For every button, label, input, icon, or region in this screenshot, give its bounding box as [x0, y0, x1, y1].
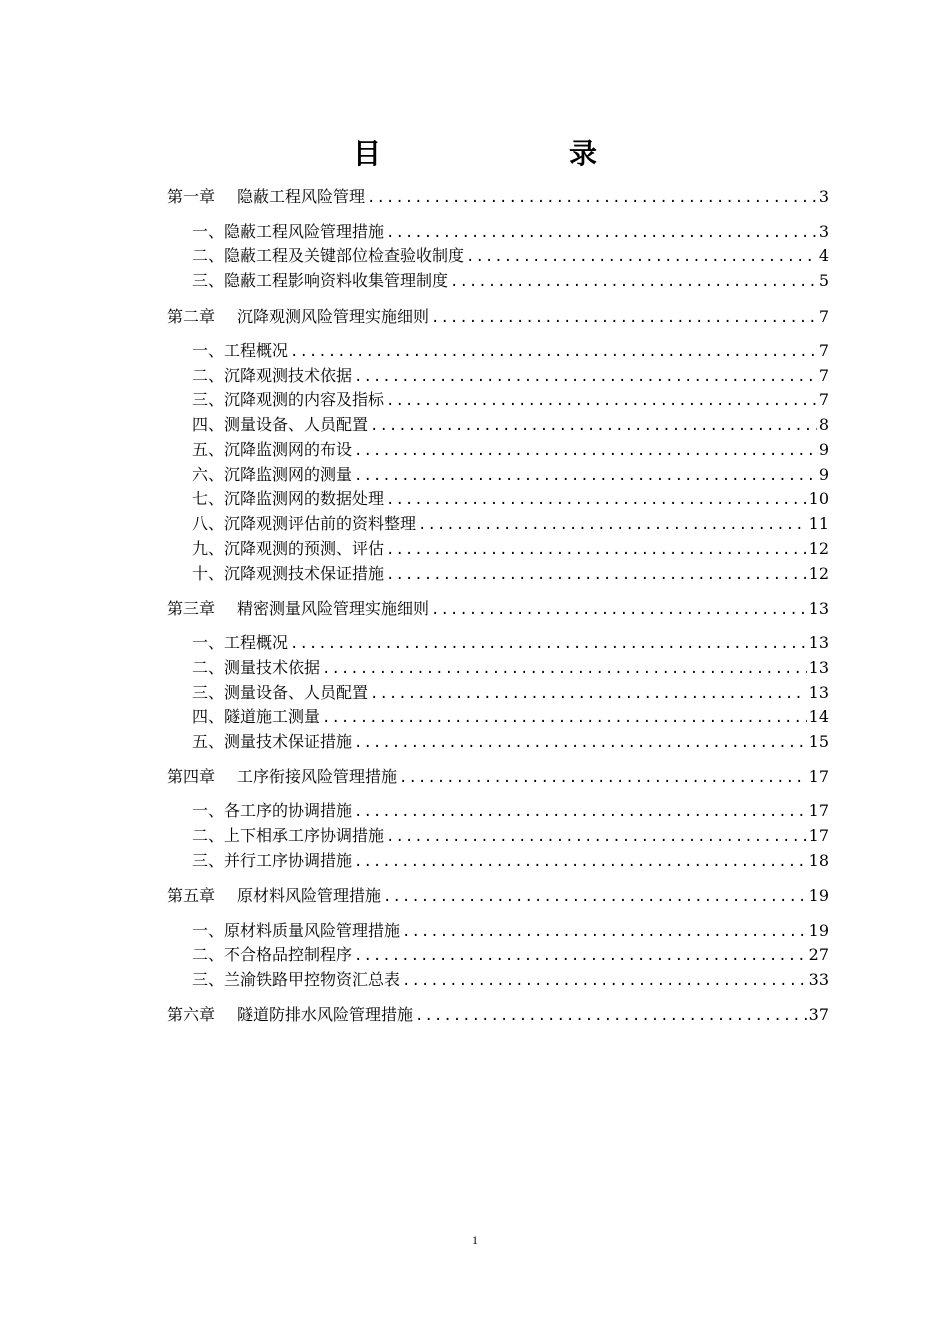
toc-page-number: 8	[818, 415, 829, 434]
toc-page-number: 4	[818, 246, 829, 265]
toc-dot-leader	[386, 222, 817, 244]
toc-dot-leader	[370, 683, 807, 705]
toc-dot-leader	[383, 886, 807, 908]
toc-entry-title: 一、各工序的协调措施	[192, 801, 353, 820]
toc-entry-title: 二、不合格品控制程序	[192, 945, 353, 964]
toc-chapter-entry[interactable]	[167, 186, 829, 208]
toc-title: 目 录	[352, 137, 641, 170]
toc-chapter-entry[interactable]	[167, 1004, 829, 1026]
toc-chapter-label: 第二章	[167, 307, 216, 326]
toc-entry-title: 四、测量设备、人员配置	[192, 415, 369, 434]
page-number: 1	[472, 1233, 478, 1247]
toc-entry-text-group	[192, 270, 448, 292]
toc-dot-leader	[386, 826, 807, 848]
toc-page-number: 13	[808, 599, 829, 618]
toc-chapter-entry[interactable]	[167, 885, 829, 907]
toc-dot-leader	[402, 970, 807, 992]
toc-page-number: 3	[818, 222, 829, 241]
toc-entry-title: 隐蔽工程风险管理	[237, 187, 366, 206]
toc-page-number: 12	[808, 564, 829, 583]
toc-section-entry[interactable]	[192, 920, 829, 942]
toc-section-entry[interactable]	[192, 464, 829, 486]
toc-section-entry[interactable]	[192, 944, 829, 966]
toc-entry-title: 工序衔接风险管理措施	[237, 767, 398, 786]
toc-dot-leader	[386, 489, 807, 511]
toc-dot-leader	[354, 440, 817, 462]
toc-page-number: 7	[818, 341, 829, 360]
toc-dot-leader	[418, 514, 807, 536]
toc-entry-title: 一、隐蔽工程风险管理措施	[192, 222, 385, 241]
toc-entry-text-group	[192, 245, 464, 267]
toc-entry-title: 沉降观测风险管理实施细则	[237, 307, 430, 326]
toc-section-entry[interactable]	[192, 340, 829, 362]
toc-entry-text-group	[167, 766, 397, 788]
toc-page-number: 13	[808, 683, 829, 702]
toc-dot-leader	[466, 246, 817, 268]
toc-section-entry[interactable]	[192, 270, 829, 292]
toc-entry-text-group	[192, 340, 288, 362]
toc-entry-text-group	[192, 221, 384, 243]
toc-chapter-entry[interactable]	[167, 306, 829, 328]
toc-dot-leader	[402, 921, 807, 943]
toc-entry-text-group	[192, 682, 368, 704]
toc-page-number: 5	[818, 271, 829, 290]
toc-chapter-label: 第六章	[167, 1005, 216, 1024]
toc-dot-leader	[322, 658, 807, 680]
toc-chapter-entry[interactable]	[167, 598, 829, 620]
toc-dot-leader	[354, 945, 807, 967]
toc-entry-text-group	[167, 598, 429, 620]
toc-dot-leader	[386, 564, 807, 586]
toc-section-entry[interactable]	[192, 850, 829, 872]
toc-entry-text-group	[192, 850, 352, 872]
toc-page-number: 9	[818, 465, 829, 484]
toc-entry-text-group	[192, 825, 384, 847]
toc-entry-text-group	[192, 488, 384, 510]
toc-page-number: 17	[808, 826, 829, 845]
toc-dot-leader	[290, 633, 807, 655]
toc-entry-title: 五、沉降监测网的布设	[192, 440, 353, 459]
toc-section-entry[interactable]	[192, 221, 829, 243]
toc-page-number: 27	[808, 945, 829, 964]
toc-section-entry[interactable]	[192, 706, 829, 728]
toc-chapter-label: 第三章	[167, 599, 216, 618]
toc-page-number: 33	[808, 970, 829, 989]
toc-section-entry[interactable]	[192, 682, 829, 704]
toc-entry-text-group	[167, 186, 365, 208]
toc-entry-title: 二、隐蔽工程及关键部位检查验收制度	[192, 246, 465, 265]
toc-entry-text-group	[192, 414, 368, 436]
toc-dot-leader	[386, 539, 807, 561]
toc-dot-leader	[354, 465, 817, 487]
toc-dot-leader	[367, 187, 817, 209]
toc-entry-text-group	[167, 1004, 413, 1026]
toc-entry-title: 隧道防排水风险管理措施	[237, 1005, 414, 1024]
toc-dot-leader	[431, 307, 817, 329]
toc-dot-leader	[354, 366, 817, 388]
toc-page-number: 7	[818, 390, 829, 409]
toc-entry-text-group	[192, 464, 352, 486]
toc-section-entry[interactable]	[192, 365, 829, 387]
toc-entry-title: 五、测量技术保证措施	[192, 732, 353, 751]
toc-entry-title: 十、沉降观测技术保证措施	[192, 564, 385, 583]
toc-section-entry[interactable]	[192, 414, 829, 436]
toc-entry-title: 四、隧道施工测量	[192, 707, 321, 726]
toc-page-number: 10	[808, 489, 829, 508]
toc-entry-text-group	[192, 800, 352, 822]
toc-section-entry[interactable]	[192, 632, 829, 654]
toc-entry-title: 三、并行工序协调措施	[192, 851, 353, 870]
toc-page-number: 19	[808, 921, 829, 940]
toc-entry-title: 三、沉降观测的内容及指标	[192, 390, 385, 409]
toc-page-number: 13	[808, 658, 829, 677]
toc-section-entry[interactable]	[192, 488, 829, 510]
toc-entry-text-group	[167, 306, 429, 328]
toc-section-entry[interactable]	[192, 563, 829, 585]
toc-page-number: 19	[808, 886, 829, 905]
toc-entry-text-group	[192, 706, 320, 728]
toc-entry-title: 一、工程概况	[192, 341, 289, 360]
toc-section-entry[interactable]	[192, 513, 829, 535]
toc-page-number: 14	[808, 707, 829, 726]
toc-entry-text-group	[192, 538, 384, 560]
toc-entry-title: 六、沉降监测网的测量	[192, 465, 353, 484]
toc-page-number: 18	[808, 851, 829, 870]
toc-chapter-label: 第四章	[167, 767, 216, 786]
toc-page-number: 12	[808, 539, 829, 558]
toc-page-number: 17	[808, 801, 829, 820]
toc-entry-title: 精密测量风险管理实施细则	[237, 599, 430, 618]
toc-page-number: 11	[808, 514, 829, 533]
toc-page-number: 15	[808, 732, 829, 751]
toc-entry-text-group	[192, 731, 352, 753]
toc-dot-leader	[354, 801, 807, 823]
toc-chapter-entry[interactable]	[167, 766, 829, 788]
toc-entry-text-group	[192, 563, 384, 585]
toc-dot-leader	[322, 707, 807, 729]
toc-entry-text-group	[192, 632, 288, 654]
toc-section-entry[interactable]	[192, 389, 829, 411]
toc-entry-title: 三、隐蔽工程影响资料收集管理制度	[192, 271, 449, 290]
toc-page-number: 3	[818, 187, 829, 206]
toc-entry-title: 三、兰渝铁路甲控物资汇总表	[192, 970, 401, 989]
toc-entry-title: 二、沉降观测技术依据	[192, 366, 353, 385]
toc-entry-title: 一、工程概况	[192, 633, 289, 652]
toc-chapter-label: 第五章	[167, 886, 216, 905]
toc-entry-text-group	[192, 365, 352, 387]
toc-section-entry[interactable]	[192, 657, 829, 679]
toc-entry-title: 七、沉降监测网的数据处理	[192, 489, 385, 508]
toc-entry-title: 原材料风险管理措施	[237, 886, 382, 905]
toc-page-number: 7	[818, 307, 829, 326]
toc-entry-title: 一、原材料质量风险管理措施	[192, 921, 401, 940]
toc-entry-text-group	[192, 944, 352, 966]
toc-dot-leader	[450, 271, 817, 293]
toc-entry-text-group	[192, 513, 416, 535]
toc-section-entry[interactable]	[192, 439, 829, 461]
toc-dot-leader	[386, 390, 817, 412]
toc-section-entry[interactable]	[192, 825, 829, 847]
toc-dot-leader	[354, 851, 807, 873]
toc-section-entry[interactable]	[192, 800, 829, 822]
toc-entry-text-group	[192, 389, 384, 411]
toc-page-number: 7	[818, 366, 829, 385]
toc-page-number: 37	[808, 1005, 829, 1024]
toc-dot-leader	[415, 1005, 807, 1027]
toc-entry-text-group	[192, 969, 400, 991]
toc-entry-text-group	[167, 885, 381, 907]
toc-entry-text-group	[192, 920, 400, 942]
toc-section-entry[interactable]	[192, 245, 829, 267]
toc-entry-title: 三、测量设备、人员配置	[192, 683, 369, 702]
toc-dot-leader	[431, 599, 807, 621]
toc-page-number: 9	[818, 440, 829, 459]
toc-chapter-label: 第一章	[167, 187, 216, 206]
toc-entry-title: 二、测量技术依据	[192, 658, 321, 677]
toc-dot-leader	[370, 415, 817, 437]
toc-dot-leader	[399, 767, 807, 789]
toc-entry-title: 二、上下相承工序协调措施	[192, 826, 385, 845]
toc-section-entry[interactable]	[192, 969, 829, 991]
toc-section-entry[interactable]	[192, 731, 829, 753]
toc-section-entry[interactable]	[192, 538, 829, 560]
toc-page-number: 13	[808, 633, 829, 652]
toc-entry-title: 九、沉降观测的预测、评估	[192, 539, 385, 558]
toc-page-number: 17	[808, 767, 829, 786]
toc-entry-text-group	[192, 657, 320, 679]
toc-entry-title: 八、沉降观测评估前的资料整理	[192, 514, 417, 533]
toc-dot-leader	[290, 341, 817, 363]
toc-dot-leader	[354, 732, 807, 754]
toc-entry-text-group	[192, 439, 352, 461]
